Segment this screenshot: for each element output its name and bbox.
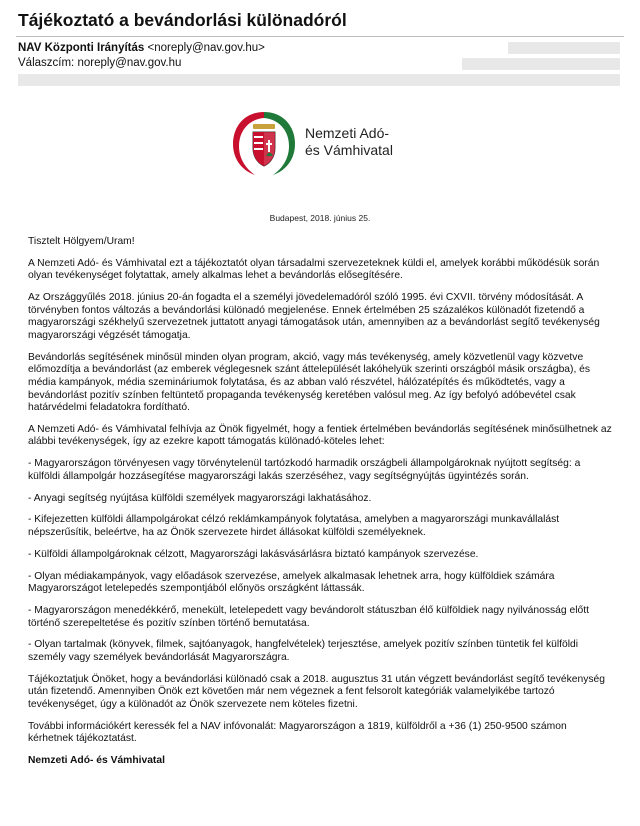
letter-greeting: Tisztelt Hölgyem/Uram! (28, 236, 135, 247)
redacted-timestamp (508, 42, 620, 54)
letter-list-item: - Anyagi segítség nyújtása külföldi személyek magyarországi lakhatásához. (28, 492, 372, 504)
reply-to-address[interactable]: noreply@nav.gov.hu (77, 57, 182, 69)
letter-list-item: - Magyarországon menedékkérő, menekült, letelepedett vagy bevándorolt státuszban élő külföldiek nagy nyilvánosság előtt történő szerepeltetése és pozitív színben történő bemutatása. (28, 604, 589, 629)
coat-of-arms-icon (229, 108, 299, 180)
redacted-recipient-list (18, 74, 620, 86)
letter-body (28, 236, 612, 777)
letter-paragraph: Bevándorlás segítésének minősül minden olyan program, akció, vagy más tevékenység, amely közvetlenül vagy közvetve előmozdítja a bevándorlást (az emberek véglegesnek szánt áttelepülését lakóhelyük szerinti országból másik országba), és média kampányok, média szemináriumok folytatása, és az abban való részvétel, hálózatépítés és működtetés, vagy a bevándorlást pozitív színben feltüntető propaganda tevékenység keretében valósul meg. Az így befolyó adóbevétel csak határvédelmi feladatokra fordítható. (28, 351, 591, 414)
reply-to-label: Válaszcím: (18, 57, 75, 69)
letter-list-item: - Olyan tartalmak (könyvek, filmek, sajtóanyagok, hangfelvételek) terjesztése, amelyek pozitív színben tüntetik fel külföldi személy vagy személyek bevándorlását Magyarországra. (28, 639, 578, 663)
letter-paragraph: Tájékoztatjuk Önöket, hogy a bevándorlási különadó csak a 2018. augusztus 31 után végzett bevándorlást segítő tevékenység után fizetendő. Amennyiben Önök ezt követően már nem végeznek a fent felsorolt kategóriák valamelyikébe tartozó tevékenységet, úgy a különadót az Önök szervezete nem köteles fizetni. (28, 673, 605, 710)
letter-paragraph: További információkért keressék fel a NAV infóvonalát: Magyarországon a 1819, külföldről a +36 (1) 250-9500 számon kérhetnek tájékoztatást. (28, 720, 567, 745)
letter-paragraph: A Nemzeti Adó- és Vámhivatal felhívja az Önök figyelmét, hogy a fentiek értelmében bevándorlás segítésének minősülhetnek az alábbi tevékenységek, így az ezekre kapott támogatás különadó-köteles lehet: (28, 423, 612, 448)
sender-line (18, 42, 265, 54)
logo-text-line1: Nemzeti Adó- (305, 125, 390, 141)
reply-to-line (18, 57, 181, 69)
letter-list-item: - Kifejezetten külföldi állampolgárokat célzó reklámkampányok folytatása, amelyben a magyarországi munkavállalást népszerűsítik, beleértve, ha az Önök szervezete hirdet állásokat külföldi személyeknek. (28, 514, 560, 538)
logo-text (305, 125, 393, 159)
letter-list-item: - Olyan médiakampányok, vagy előadások szervezése, amelyek alkalmasak lehetnek arra, hogy külföldiek számára Magyarországot letelepedés szempontjából előnyös országként láttassák. (28, 570, 555, 595)
sender-address[interactable]: <noreply@nav.gov.hu> (147, 42, 265, 54)
letter-paragraph: A Nemzeti Adó- és Vámhivatal ezt a tájékoztatót olyan társadalmi szervezeteknek küldi el, amelyek korábbi működésük során olyan tevékenységet folytattak, amely alkalmas lehet a bevándorlás elősegítésére. (28, 257, 600, 282)
redacted-recipient (462, 58, 620, 70)
email-subject: Tájékoztató a bevándorlási különadóról (18, 10, 347, 30)
sender-name[interactable]: NAV Központi Irányítás (18, 42, 145, 54)
letter-date: Budapest, 2018. június 25. (269, 213, 371, 223)
letter-list-item: - Külföldi állampolgároknak célzott, Magyarországi lakásvásárlásra biztató kampányok szervezése. (28, 548, 479, 560)
letter-list-item: - Magyarországon törvényesen vagy törvénytelenül tartózkodó harmadik országbeli állampolgároknak nyújtott segítség: a külföldi állampolgár hozzásegítése magyarországi lakás szerzéséhez, vagy segítségnyújtás ügyintézés során. (28, 458, 581, 482)
logo-text-line2: és Vámhivatal (305, 142, 393, 158)
nav-logo (229, 108, 409, 180)
letter-paragraph: Az Országgyűlés 2018. június 20-án fogadta el a személyi jövedelemadóról szóló 1995. évi CXVII. törvény módosítását. A törvényben fontos változás a bevándorlási különadó megjelenése. Ennek értelmében 25 százalékos különadót fizetendő a magyarországi székhelyű szervezetnek juttatott anyagi támogatások után, amennyiben az a bevándorlást segítő tevékenység magyarországi végzését támogatja. (28, 292, 600, 341)
header-divider (16, 36, 624, 37)
letter-signature: Nemzeti Adó- és Vámhivatal (28, 755, 165, 767)
